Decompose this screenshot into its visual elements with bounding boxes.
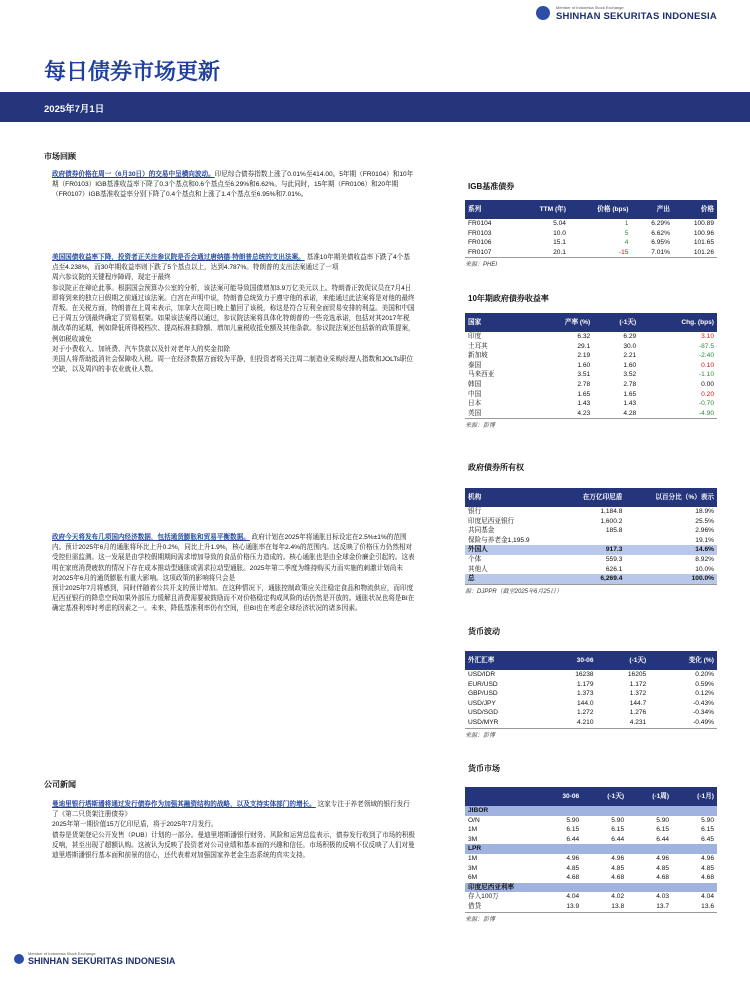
cell: 4.85	[656, 864, 670, 872]
cell: 2.78	[623, 380, 637, 388]
table-row	[465, 517, 717, 527]
tenyr-heading: 10年期政府债券收益率	[468, 294, 549, 303]
cell: 6.45	[701, 835, 714, 843]
cell: 559.3	[605, 555, 623, 563]
cell: 2.21	[623, 352, 637, 360]
mm-source: 来源：彭博	[465, 912, 717, 923]
cell: 泰国	[468, 361, 482, 369]
p3-line: 对2025年6月的通货膨胀有重大影响。这项政策的影响将只会是	[52, 574, 236, 582]
col-header: 产出	[631, 200, 673, 219]
p2-text: 基准10年期美债收益率下跌了4个基点至4.238%，而30年期收益率则下跌了5个基点以上，达到4.787%。特朗普的支出法案通过了一项	[52, 254, 410, 272]
market-overview-p1	[52, 170, 416, 201]
col-header: 国家	[465, 313, 530, 332]
group-label: LPR	[465, 844, 717, 854]
cell: 借贷	[468, 902, 482, 910]
cell: O/N	[468, 816, 480, 824]
cell: EUR/USD	[468, 680, 498, 688]
cell: 16238	[575, 671, 594, 678]
cell: 20.1	[553, 248, 566, 256]
p3-text: 政府计划在2025年将通胀目标设定在2.5%±1%的范围内。预计2025年6月的通胀将环比上升0.2%，同比上升1.9%，核心通胀率在每年2.4%的范围内。这反映了价格压力仍然相对受控但需监测。这一发展是由学校假期期间需求增加导致的食品价格压力造成的。核心通胀也是由全球金价廉企引起的。这表明在家庭消费疲软的情况下存在成本推动型通胀或需求拉动型通胀。2025年第二季度为维持购买力而实施的刺激计划尚未	[52, 534, 415, 572]
cell: 其他人	[468, 565, 488, 573]
cell: 新加坡	[468, 352, 488, 360]
cell: -2.40	[698, 352, 714, 360]
cell: 6.62%	[651, 229, 670, 237]
cell: 0.59%	[695, 680, 714, 688]
cell: 4.28	[623, 409, 637, 417]
igb-table-wrap	[465, 200, 717, 268]
cell: 101.65	[693, 239, 714, 247]
table-row	[465, 409, 717, 419]
group-label: JIBOR	[465, 806, 717, 816]
group-row	[465, 883, 717, 893]
cell: 英国	[468, 409, 482, 417]
cell: 10.0	[553, 229, 566, 237]
cell: 185.8	[605, 527, 623, 535]
cell: 3M	[468, 835, 478, 843]
cell: 10.0%	[695, 565, 714, 573]
cell: 5.90	[656, 816, 670, 824]
table-row	[465, 390, 717, 400]
table-row	[465, 545, 717, 555]
cell: 6.32	[577, 333, 591, 340]
col-header: (-1天)	[597, 651, 650, 670]
cell: 13.8	[611, 902, 625, 910]
col-header: (-1月)	[672, 787, 717, 806]
table-row	[465, 902, 717, 912]
cell: 6.29	[623, 333, 637, 340]
report-date: 2025年7月1日	[44, 104, 105, 115]
cell: 25.5%	[695, 517, 714, 525]
col-header: (-1周)	[627, 787, 672, 806]
footer-brand-tagline: Member of Indonesia Stock Exchange	[28, 951, 96, 956]
cell: 4.04	[701, 893, 714, 901]
cell: 18.9%	[695, 508, 714, 515]
cell: 6.44	[566, 835, 580, 843]
cell: FR0104	[468, 220, 492, 227]
date-band	[0, 92, 750, 122]
col-header: Chg. (bps)	[639, 313, 717, 332]
cell: -0.43%	[693, 699, 714, 707]
p2-highlight: 美国国债收益率下降，投资者正关注参议院是否会通过唐纳德·特朗普总统的支出法案。	[52, 254, 305, 261]
cell: 29.1	[577, 342, 591, 350]
table-row	[465, 873, 717, 883]
news-highlight: 曼迪里银行塔斯潘将通过发行债券作为加强其融资结构的战略，以及支持实体部门的增长。	[52, 801, 316, 808]
cell: 8.92%	[695, 555, 714, 563]
cell: 3.52	[623, 371, 637, 379]
cell: 共同基金	[468, 527, 495, 535]
tenyr-header-row	[465, 313, 717, 332]
cell: 1.373	[577, 690, 594, 698]
col-header: 30-06	[537, 787, 582, 806]
ownership-table-wrap	[465, 488, 717, 595]
ownership-source: 源：DJPPR（截至2025年6月25日）	[465, 584, 717, 595]
cell: 2.78	[577, 380, 591, 388]
fx-heading: 货币波动	[468, 627, 500, 636]
cell: 印度尼西亚银行	[468, 517, 515, 525]
col-header: 价格 (bps)	[569, 200, 631, 219]
ownership-header-row	[465, 488, 717, 507]
cell: 6.29%	[651, 220, 670, 227]
mm-header-row	[465, 787, 717, 806]
ownership-heading: 政府债券所有权	[468, 463, 524, 472]
cell: 30.0	[623, 342, 637, 350]
cell: 4.68	[566, 874, 580, 882]
cell: 1.65	[577, 390, 591, 398]
cell: 0.12%	[695, 690, 714, 698]
p3-line: 预计2025年7月将感到，同时伴随着公共开支的预计增加。在这种情况下，通胀控制政策应关注稳定食品和物流供应，而印度尼西亚银行的降息空间如果外部压力缓解且消费需要被鼓励而不对价格稳定构成风险的话仍然是开放的。通胀状况也将是BI在确定基准利率时考虑的因素之一。未来，降低基准利率仍有空间，但BI也在考虑全球经济状况的诸多因素。	[52, 585, 415, 613]
cell: 5.90	[566, 816, 580, 824]
table-row	[465, 332, 717, 342]
igb-table	[465, 200, 717, 257]
fx-table	[465, 651, 717, 728]
cell: -0.70	[698, 400, 714, 408]
cell: 5.04	[553, 220, 566, 227]
cell: 保险与养老金1,195.9	[468, 536, 530, 544]
brand-mark-icon	[536, 6, 550, 20]
group-row	[465, 844, 717, 854]
cell: 6.44	[656, 835, 670, 843]
table-row	[465, 526, 717, 536]
cell: 6.15	[566, 826, 580, 834]
cell: 1M	[468, 826, 478, 834]
cell: 5.90	[701, 816, 714, 824]
brand-logo	[498, 4, 738, 24]
table-row	[465, 507, 717, 517]
cell: 0.00	[701, 380, 714, 388]
cell: 4.68	[611, 874, 625, 882]
cell: 6,269.4	[561, 574, 626, 584]
table-row	[465, 399, 717, 409]
cell: USD/JPY	[468, 699, 496, 707]
cell: 15.1	[553, 239, 566, 247]
igb-source: 来源：PHEI	[465, 257, 717, 268]
col-header: (-1天)	[593, 313, 639, 332]
cell: 13.6	[701, 902, 714, 910]
igb-header-row	[465, 200, 717, 219]
p1-highlight: 政府债券价格在周一（6月30日）的交易中呈横向波动。	[52, 171, 215, 178]
market-overview-heading: 市场回顾	[44, 152, 76, 161]
col-header	[465, 787, 537, 806]
table-row	[465, 689, 717, 699]
table-row	[465, 680, 717, 690]
cell: -4.90	[698, 409, 714, 417]
table-row	[465, 361, 717, 371]
cell: -1.10	[698, 371, 714, 379]
cell: 1.43	[623, 400, 637, 408]
cell: 4.68	[656, 874, 670, 882]
tenyr-table	[465, 313, 717, 418]
cell: 4.85	[566, 864, 580, 872]
col-header: 变化 (%)	[649, 651, 717, 670]
cell: 银行	[468, 508, 482, 515]
cell: 韩国	[468, 380, 482, 388]
cell: 6.15	[656, 826, 670, 834]
cell: 0.10	[701, 361, 714, 369]
cell: 日本	[468, 400, 482, 408]
cell: GBP/USD	[468, 690, 498, 698]
cell: 外国人	[465, 545, 561, 555]
mm-table	[465, 787, 717, 912]
cell: 4.96	[611, 854, 625, 862]
table-row	[465, 864, 717, 874]
col-header: TTM (年)	[515, 200, 569, 219]
table-row	[465, 238, 717, 248]
tenyr-table-wrap	[465, 313, 717, 429]
group-row	[465, 806, 717, 816]
cell: 4.96	[656, 854, 670, 862]
igb-heading: IGB基准债券	[468, 182, 515, 191]
cell: FR0106	[468, 239, 492, 247]
mm-table-wrap	[465, 787, 717, 923]
cell: 6.15	[611, 826, 625, 834]
cell	[561, 536, 626, 546]
cell: 4.68	[701, 874, 714, 882]
p3-highlight: 政府今天将发布几项国内经济数据，包括通货膨胀和贸易平衡数据。	[52, 534, 250, 541]
cell: 101.26	[693, 248, 714, 256]
table-row	[465, 380, 717, 390]
cell: 1.179	[577, 680, 594, 688]
tenyr-source: 来源：彭博	[465, 418, 717, 429]
table-row	[465, 248, 717, 258]
cell: 7.01%	[651, 248, 670, 256]
table-row	[465, 718, 717, 728]
cell: 中国	[468, 390, 482, 398]
cell: 4.04	[566, 893, 580, 901]
col-header: 在万亿印尼盾	[561, 488, 626, 507]
table-row	[465, 835, 717, 845]
cell: -0.49%	[693, 718, 714, 726]
table-row	[465, 670, 717, 680]
cell: 6.44	[611, 835, 625, 843]
footer-brand-mark-icon	[14, 954, 24, 964]
cell: 1.65	[623, 390, 637, 398]
cell: 4.210	[577, 718, 594, 726]
col-header: 以百分比（%）表示	[625, 488, 717, 507]
col-header: 价格	[673, 200, 717, 219]
p2-line: 美国人将帮助抵消社会保障收入税。周一在经济数据方面较为平静，但投资者将关注周二制造业采购经理人指数和JOLTs职位空缺，以及周四的非农业就业人数。	[52, 356, 414, 374]
cell: FR0107	[468, 248, 492, 256]
cell: 存入100万	[468, 893, 499, 901]
cell: 1.60	[577, 361, 591, 369]
footer-logo	[14, 950, 214, 970]
fx-table-wrap	[465, 651, 717, 739]
cell: 14.6%	[625, 545, 717, 555]
cell: 1.172	[629, 680, 647, 688]
market-overview-p3	[52, 533, 416, 615]
table-row	[465, 816, 717, 826]
table-row	[465, 536, 717, 546]
table-row	[465, 892, 717, 902]
cell: 100.96	[693, 229, 714, 237]
cell: 3.10	[701, 333, 714, 340]
cell: USD/IDR	[468, 671, 496, 678]
cell: USD/MYR	[468, 718, 499, 726]
cell: -87.5	[698, 342, 714, 350]
table-row	[465, 699, 717, 709]
cell: 个体	[468, 555, 482, 563]
cell: 4.96	[566, 854, 580, 862]
col-header: 系列	[465, 200, 515, 219]
news-line: 2025年第一期价值15万亿印尼盾，将于2025年7月发行。	[52, 821, 218, 829]
cell: 100.89	[693, 220, 714, 227]
cell: 1.60	[623, 361, 637, 369]
cell: 马来西亚	[468, 371, 495, 379]
company-news-paragraph	[52, 800, 416, 861]
cell: 0.20	[701, 390, 714, 398]
cell: 6M	[468, 874, 478, 882]
col-header: 产率 (%)	[530, 313, 593, 332]
cell: 2.96%	[695, 527, 714, 535]
table-row	[465, 370, 717, 380]
cell: 4.02	[611, 893, 625, 901]
cell: 1.372	[629, 690, 647, 698]
table-row	[465, 229, 717, 239]
news-text: 这家专注于养老领域的银行发行了《第二只货架注册债券》	[52, 801, 410, 819]
market-overview-p2	[52, 253, 416, 375]
cell: 1,184.8	[600, 508, 623, 515]
col-header: (-1天)	[582, 787, 627, 806]
ownership-table	[465, 488, 717, 584]
news-line: 债券是货架登记公开发售（PUB）计划的一部分。曼迪里塔斯潘银行财务、风险和运营总监表示，债券发行收到了市场的积极反响，甚至出现了超额认购。这被认为反映了投资者对公司业绩和基本面的兴趣和信任。市场积极的反响不仅反映了人们对曼迪里塔斯潘银行基本面和前景的信心，还代表着对加强国家养老金生态系统的真实支持。	[52, 831, 416, 860]
cell: 1M	[468, 854, 478, 862]
cell: USD/SGD	[468, 709, 499, 717]
cell: 626.1	[605, 565, 623, 573]
table-row	[465, 342, 717, 352]
table-row	[465, 574, 717, 584]
cell: 6.95%	[651, 239, 670, 247]
page-title: 每日债券市场更新	[44, 59, 221, 84]
cell: 土耳其	[468, 342, 488, 350]
cell: 13.9	[566, 902, 580, 910]
brand-tagline: Member of Indonesia Stock Exchange	[556, 5, 624, 10]
table-row	[465, 351, 717, 361]
cell: 1.272	[577, 709, 594, 717]
p2-line: 参议院正在辩论此事。根据国会预算办公室的分析，该法案可能导致国债增加3.9万亿美元以上。特朗普正敦促议员在7月4日即将到来的独立日假期之前通过该法案。白宫在声明中说，特朗普总统致力于遵守他的承诺，来能通过此法案将是对他的最终背叛。在关税方面，特朗普在上周末表示，加拿大在周日晚上撤回了该税，称这是符合互利全面贸易安排的利益。美国和中国已于周五分别最终确定了贸易框架。如果该法案得以通过，参议院法案将具体化特朗普的一些竞选承诺，包括对其2017年税制改革的延期，例如降低所得税档次、提高标准扣除额、增加儿童税收抵免额及其他条款。参议院法案还包括新的政策提案，例如税收减免	[52, 284, 415, 343]
brand-name: SHINHAN SEKURITAS INDONESIA	[556, 11, 717, 22]
table-row	[465, 825, 717, 835]
table-row	[465, 555, 717, 565]
table-row	[465, 565, 717, 575]
footer-brand-name: SHINHAN SEKURITAS INDONESIA	[28, 956, 176, 966]
cell: 总	[465, 574, 561, 584]
mm-heading: 货币市场	[468, 764, 500, 773]
cell: 4.96	[701, 854, 714, 862]
cell: 印度	[468, 333, 482, 340]
cell: 4.85	[611, 864, 625, 872]
fx-source: 来源：彭博	[465, 728, 717, 739]
cell: 3M	[468, 864, 478, 872]
cell: 1,600.2	[600, 517, 623, 525]
p1-text: 印尼综合债券指数上涨了0.01%至414.00。5年期（FR0104）和10年期（FR0103）IGB基准收益率下降了0.3个基点和0.6个基点至6.29%和6.62%。与此同时，15年期（FR0106）和20年期（FR0107）IGB基准收益率分别下降了0.4个基点和上涨了1.4个基点至6.95%和7.01%。	[52, 171, 414, 199]
cell: 144.0	[577, 699, 594, 707]
cell: 1.43	[577, 400, 591, 408]
cell: 5	[624, 229, 629, 237]
cell: 2.19	[577, 352, 591, 360]
table-row	[465, 708, 717, 718]
col-header: 30-06	[544, 651, 597, 670]
col-header: 机构	[465, 488, 561, 507]
group-label: 印度尼西亚利率	[465, 883, 717, 893]
cell: 144.7	[629, 699, 647, 707]
cell: 13.7	[656, 902, 670, 910]
cell: -15	[618, 248, 629, 256]
cell: 4.23	[577, 409, 591, 417]
cell: 19.1%	[695, 536, 714, 544]
cell: 100.0%	[625, 574, 717, 584]
cell: 0.20%	[695, 671, 714, 678]
cell: 4.85	[701, 864, 714, 872]
p2-line: 对于小费收入、加班费、汽车贷款以及针对老年人的奖金扣除	[52, 345, 231, 353]
cell: 4.231	[629, 718, 647, 726]
cell: 3.51	[577, 371, 591, 379]
cell: 1	[624, 220, 629, 227]
cell: 16205	[627, 671, 647, 678]
cell: 917.3	[561, 545, 626, 555]
cell: 4.03	[656, 893, 670, 901]
cell: 5.90	[611, 816, 625, 824]
table-row	[465, 854, 717, 864]
cell: 6.15	[701, 826, 714, 834]
cell: 1.276	[629, 709, 647, 717]
cell: 4	[624, 239, 629, 247]
table-row	[465, 219, 717, 229]
col-header: 外汇汇率	[465, 651, 544, 670]
p2-line: 周六参议院的关键程序障碍，现定于最终	[52, 274, 171, 282]
fx-header-row	[465, 651, 717, 670]
company-news-heading: 公司新闻	[44, 780, 76, 789]
cell: FR0103	[468, 229, 492, 237]
cell: -0.34%	[693, 709, 714, 717]
